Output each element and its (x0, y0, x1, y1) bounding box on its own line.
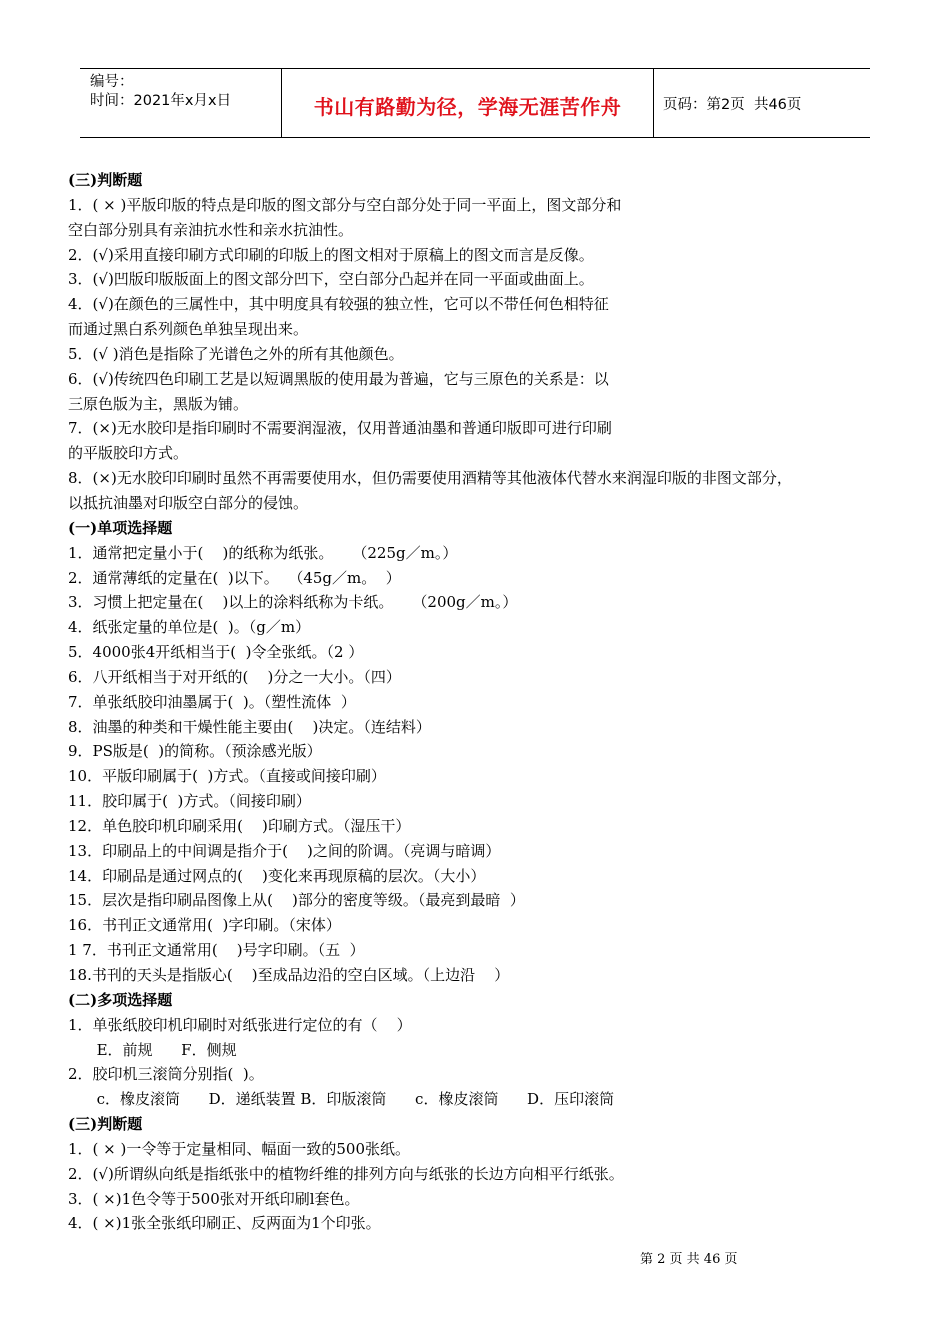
header-page-cell (654, 69, 870, 137)
text-line: 1．通常把定量小于( )的纸称为纸张。 （225g／m。） (68, 543, 458, 562)
header-page-info: 页码：第2页 共46页 (663, 96, 802, 113)
header-number-label: 编号： (90, 74, 134, 90)
text-line: 5．4000张4开纸相当于( )令全张纸。（2 ） (68, 643, 364, 662)
text-line: 6．(√)传统四色印刷工艺是以短调黑版的使用最为普遍，它与三原色的关系是：以 (68, 369, 609, 388)
text-line: 3．( ×)1色令等于500张对开纸印刷l套色。 (68, 1189, 360, 1208)
text-line: 9．PS版是( )的简称。（预涂感光版） (68, 742, 322, 761)
text-line: 2．(√)采用直接印刷方式印刷的印版上的图文相对于原稿上的图文而言是反像。 (68, 245, 594, 264)
text-line: 以抵抗油墨对印版空白部分的侵蚀。 (68, 493, 309, 512)
text-line: 12．单色胶印机印刷采用( )印刷方式。（湿压干） (68, 816, 411, 835)
text-line: 1 7．书刊正文通常用( )号字印刷。（五 ） (68, 941, 365, 960)
text-line: 4．纸张定量的单位是( )。（g／m） (68, 618, 311, 637)
text-line: 2．(√)所谓纵向纸是指纸张中的植物纤维的排列方向与纸张的长边方向相平行纸张。 (68, 1164, 624, 1183)
text-line: 2．通常薄纸的定量在( )以下。 （45g／m。 ） (68, 568, 401, 587)
text-line: c．橡皮滚筒 D．递纸装置 B．印版滚筒 c．橡皮滚筒 D．压印滚筒 (68, 1090, 615, 1109)
text-line: 3．习惯上把定量在( )以上的涂料纸称为卡纸。 （200g／m。） (68, 593, 518, 612)
text-line: 空白部分别具有亲油抗水性和亲水抗油性。 (68, 220, 354, 239)
text-line: 1．单张纸胶印机印刷时对纸张进行定位的有（ ） (68, 1015, 412, 1034)
text-line: 8．(×)无水胶印印刷时虽然不再需要使用水，但仍需要使用酒精等其他液体代替水来润湿印版的非图文部分， (68, 469, 792, 488)
text-line: 1．( × )一令等于定量相同、幅面一致的500张纸。 (68, 1139, 410, 1158)
text-line: 2．胶印机三滚筒分别指( )。 (68, 1065, 264, 1084)
text-line: 16．书刊正文通常用( )字印刷。（宋体） (68, 916, 341, 935)
text-line: 三原色版为主，黑版为铺。 (68, 394, 249, 413)
text-line: 18.书刊的天头是指版心( )至成品边沿的空白区域。（上边沿 ） (68, 966, 510, 984)
section-heading: (三)判断题 (68, 171, 143, 189)
text-line: 而通过黑白系列颜色单独呈现出来。 (68, 320, 309, 339)
text-line: 7．单张纸胶印油墨属于( )。（塑性流体 ） (68, 692, 356, 711)
text-line: 1．( × )平版印版的特点是印版的图文部分与空白部分处于同一平面上，图文部分和 (68, 195, 622, 214)
text-line: 4．( ×)1张全张纸印刷正、反两面为1个印张。 (68, 1214, 381, 1233)
text-line: 10．平版印刷属于( )方式。（直接或间接印刷） (68, 767, 386, 786)
text-line: E．前规 F．侧规 (68, 1040, 237, 1059)
header-motto-cell (282, 69, 654, 137)
text-line: 8．油墨的种类和干燥性能主要由( )决定。（连结料） (68, 717, 431, 736)
document-header (80, 68, 870, 138)
text-line: 4．(√)在颜色的三属性中，其中明度具有较强的独立性，它可以不带任何色相特征 (68, 295, 609, 314)
header-date: 时间：2021年x月x日 (90, 93, 232, 109)
text-line: 14．印刷品是通过网点的( )变化来再现原稿的层次。（大小） (68, 866, 486, 885)
text-line: 13．印刷品上的中间调是指介于( )之间的阶调。（亮调与暗调） (68, 841, 501, 860)
text-line: 的平版胶印方式。 (68, 444, 189, 463)
text-line: 11．胶印属于( )方式。（间接印刷） (68, 792, 311, 811)
page-footer: 第 2 页 共 46 页 (640, 1252, 738, 1267)
header-meta-cell (80, 69, 282, 137)
header-motto: 书山有路勤为径，学海无涯苦作舟 (313, 94, 622, 119)
section-heading: (一)单项选择题 (68, 518, 173, 537)
section-heading: (二)多项选择题 (68, 990, 173, 1009)
section-heading: (三)判断题 (68, 1115, 143, 1134)
text-line: 7．(×)无水胶印是指印刷时不需要润湿液，仅用普通油墨和普通印版即可进行印刷 (68, 419, 612, 438)
text-line: 15．层次是指印刷品图像上从( )部分的密度等级。（最亮到最暗 ） (68, 891, 525, 910)
document-body (68, 168, 868, 1236)
text-line: 6．八开纸相当于对开纸的( )分之一大小。（四） (68, 667, 401, 686)
text-line: 3．(√)凹版印版版面上的图文部分凹下，空白部分凸起并在同一平面或曲面上。 (68, 270, 594, 289)
text-line: 5．(√ )消色是指除了光谱色之外的所有其他颜色。 (68, 344, 404, 363)
